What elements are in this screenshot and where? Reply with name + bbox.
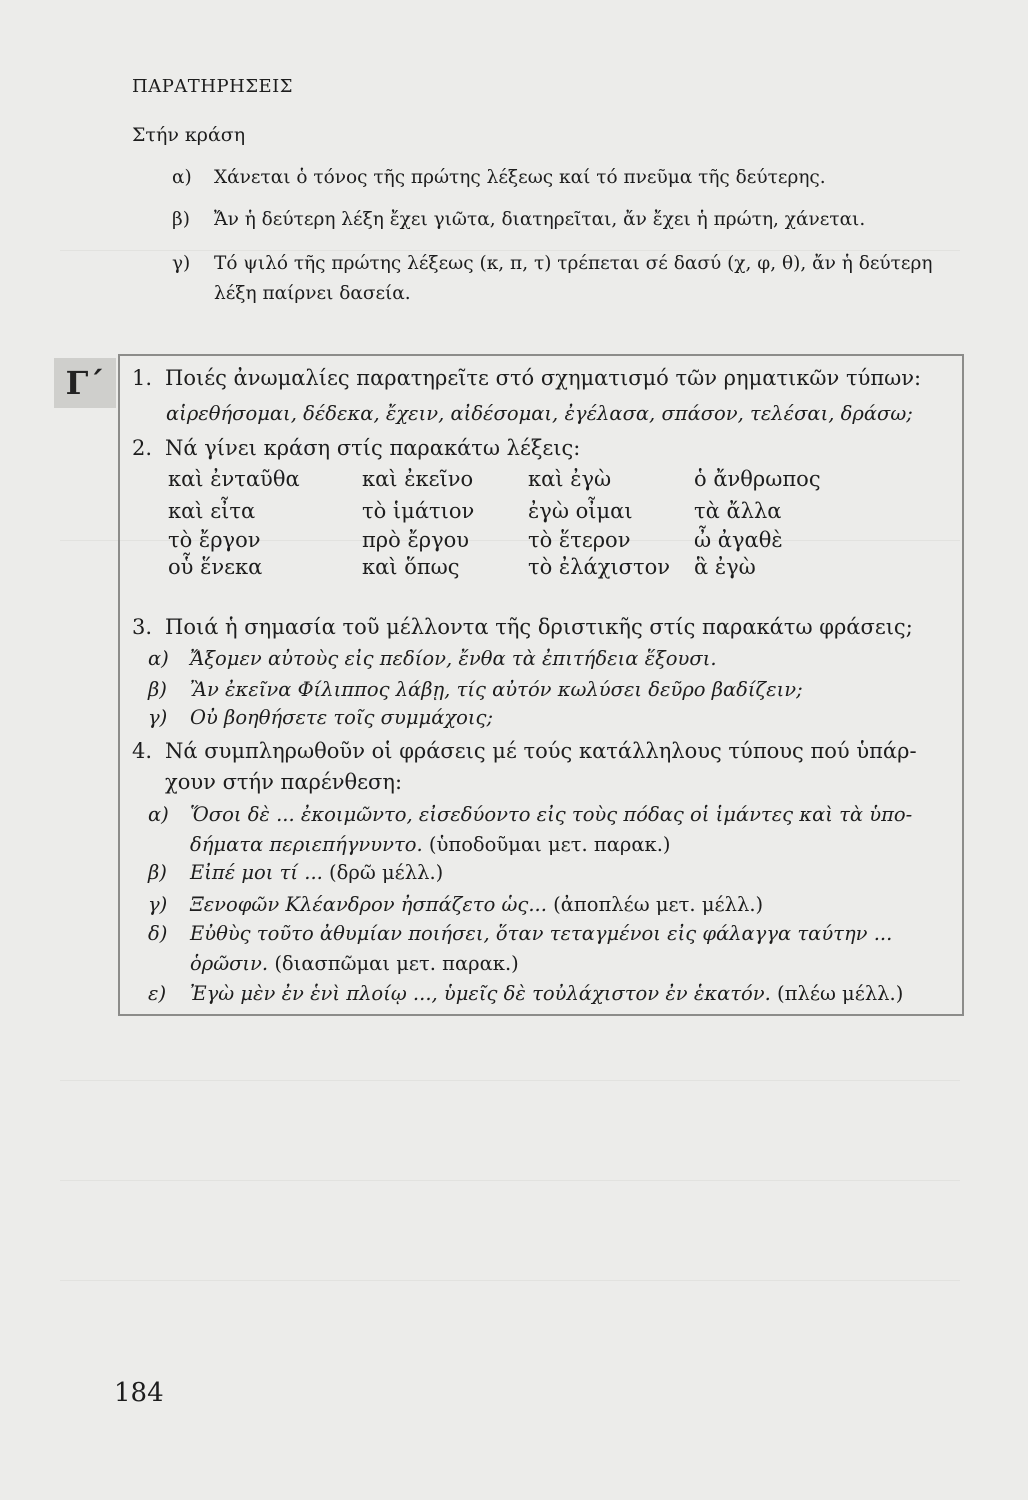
exercise-number: 3.	[132, 615, 153, 639]
grid-cell: τὸ ἐλάχιστον	[528, 555, 671, 579]
exercise-1-words: αἱρεθήσομαι, δέδεκα, ἔχειν, αἰδέσομαι, ἐγέλασα, σπάσον, τελέσαι, δράσω;	[166, 402, 913, 425]
item-text-italic: Εἰπέ μοι τί ...	[190, 861, 323, 884]
grid-cell: ἐγὼ οἶμαι	[528, 499, 633, 523]
grid-cell: καὶ ὅπως	[362, 555, 460, 579]
note-item	[172, 167, 952, 193]
grid-cell: τὸ ἔργον	[168, 528, 261, 552]
note-item	[172, 253, 972, 313]
note-label: α)	[172, 167, 192, 188]
note-text: Ἄν ἡ δεύτερη λέξη ἔχει γιῶτα, διατηρεῖται, ἄν ἔχει ἡ πρώτη, χάνεται.	[214, 209, 866, 230]
item-text: Ἄξομεν αὐτοὺς εἰς πεδίον, ἔνθα τὰ ἐπιτήδεια ἕξουσι.	[190, 647, 717, 670]
item-label: α)	[148, 647, 169, 670]
note-text: Χάνεται ὁ τόνος τῆς πρώτης λέξεως καί τό πνεῦμα τῆς δεύτερης.	[214, 167, 826, 188]
item-hint: (ἀποπλέω μετ. μέλλ.)	[546, 893, 764, 916]
item-label: β)	[148, 861, 167, 884]
item-label: γ)	[148, 893, 168, 916]
item-label: γ)	[148, 706, 168, 729]
item-text: Ἂν ἐκεῖνα Φίλιππος λάβῃ, τίς αὐτόν κωλύσει δεῦρο βαδίζειν;	[190, 678, 803, 701]
item-text	[190, 893, 763, 916]
item-label: α)	[148, 803, 169, 826]
item-hint: (πλέω μέλλ.)	[770, 982, 904, 1005]
grid-cell: ὦ ἀγαθὲ	[694, 528, 783, 552]
item-text	[190, 861, 443, 884]
grid-cell: τὸ ἕτερον	[528, 528, 631, 552]
item-hint: (δρῶ μέλλ.)	[322, 861, 444, 884]
grid-cell: πρὸ ἔργου	[362, 528, 470, 552]
item-hint: (διασπῶμαι μετ. παρακ.)	[268, 952, 519, 975]
item-text	[190, 982, 903, 1005]
note-label: β)	[172, 209, 190, 230]
grid-cell: καὶ ἐκεῖνο	[362, 467, 474, 491]
exercise-text: Νά συμπληρωθοῦν οἱ φράσεις μέ τούς κατάλληλους τύπους πού ὑπάρ-	[165, 739, 917, 763]
note-text: λέξη παίρνει δασεία.	[214, 283, 411, 304]
exercise-4-continuation: χουν στήν παρένθεση:	[165, 770, 403, 794]
notes-intro: Στήν κράση	[132, 124, 246, 146]
item-hint: (ὑποδοῦμαι μετ. παρακ.)	[422, 833, 671, 856]
exercise-text: Νά γίνει κράση στίς παρακάτω λέξεις:	[165, 436, 581, 460]
item-text: Εὐθὺς τοῦτο ἀθυμίαν ποιήσει, ὅταν τεταγμένοι εἰς φάλαγγα ταύτην ...	[190, 922, 893, 945]
item-label: ε)	[148, 982, 167, 1005]
item-text-italic: Ἐγὼ μὲν ἐν ἑνὶ πλοίῳ ..., ὑμεῖς δὲ τοὐλάχιστον ἐν ἑκατόν.	[190, 982, 771, 1005]
page-number: 184	[114, 1378, 164, 1408]
grid-cell: τὸ ἱμάτιον	[362, 499, 475, 523]
grid-cell: καὶ ἐνταῦθα	[168, 467, 300, 491]
exercise-text: Ποιές ἀνωμαλίες παρατηρεῖτε στό σχηματισμό τῶν ρηματικῶν τύπων:	[165, 366, 922, 390]
item-text-line2	[190, 833, 671, 856]
notes-heading: ΠΑΡΑΤΗΡΗΣΕΙΣ	[132, 76, 294, 97]
exercise-number: 4.	[132, 739, 153, 763]
bleed-through	[60, 1080, 960, 1081]
grid-cell: ἃ ἐγὼ	[694, 555, 756, 579]
grid-cell: ὁ ἄνθρωπος	[694, 467, 821, 491]
exercise-text: Ποιά ἡ σημασία τοῦ μέλλοντα τῆς δριστικῆς στίς παρακάτω φράσεις;	[165, 615, 913, 639]
bleed-through	[60, 1180, 960, 1181]
grid-cell: οὗ ἕνεκα	[168, 555, 263, 579]
item-text-italic: Ξενοφῶν Κλέανδρον ἠσπάζετο ὡς...	[190, 893, 547, 916]
note-label: γ)	[172, 253, 191, 274]
bleed-through	[60, 1280, 960, 1281]
exercise-number: 1.	[132, 366, 153, 390]
item-label: δ)	[148, 922, 168, 945]
item-text: Ὅσοι δὲ ... ἐκοιμῶντο, εἰσεδύοντο εἰς τοὺς πόδας οἱ ἱμάντες καὶ τὰ ὑπο-	[190, 803, 913, 826]
exercise-number: 2.	[132, 436, 153, 460]
item-text-italic: ὁρῶσιν.	[190, 952, 269, 975]
note-text: Τό ψιλό τῆς πρώτης λέξεως (κ, π, τ) τρέπεται σέ δασύ (χ, φ, θ), ἄν ἡ δεύτερη	[214, 253, 933, 274]
item-text-italic: δήματα περιεπήγνυντο.	[190, 833, 423, 856]
item-label: β)	[148, 678, 167, 701]
bleed-through	[60, 250, 960, 251]
item-text: Οὐ βοηθήσετε τοῖς συμμάχοις;	[190, 706, 494, 729]
section-marker: Γ΄	[54, 358, 116, 408]
grid-cell: καὶ ἐγὼ	[528, 467, 612, 491]
item-text-line2	[190, 952, 519, 975]
grid-cell: καὶ εἶτα	[168, 499, 256, 523]
grid-cell: τὰ ἄλλα	[694, 499, 782, 523]
note-item	[172, 209, 952, 235]
